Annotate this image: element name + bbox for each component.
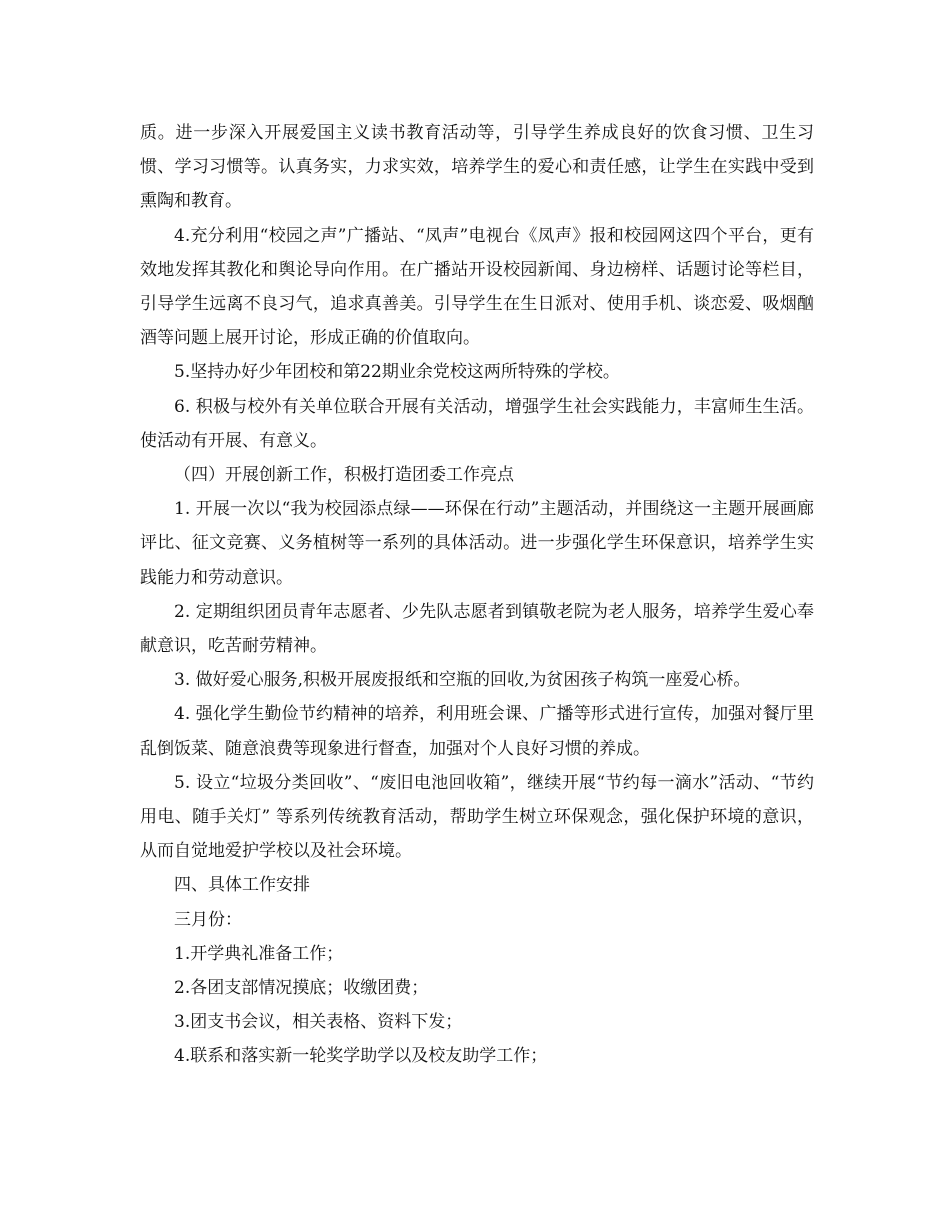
paragraph-item-5-schools: 5.坚持办好少年团校和第22期业余党校这两所特殊的学校。 <box>174 362 620 383</box>
section-heading-innovation: （四）开展创新工作，积极打造团委工作亮点 <box>174 465 514 486</box>
paragraph-item-4-platforms: 4.充分利用“校园之声”广播站、“凤声”电视台《凤声》报和校园网这四个平台，更有效地发挥其教化和舆论导向作用。在广播站开设校园新闻、身边榜样、话题讨论等栏目，引导学生远离不良习气，追求真善美。引导学生在生日派对、使用手机、谈恋爱、吸烟酗酒等问题上展开讨论，形成正确的价值取向。 <box>140 225 814 349</box>
section-heading-schedule: 四、具体工作安排 <box>174 875 310 896</box>
march-task-4: 4.联系和落实新一轮奖学助学以及校友助学工作； <box>174 1046 548 1067</box>
month-heading-march: 三月份： <box>174 909 242 930</box>
paragraph-item-6-cooperation: 6. 积极与校外有关单位联合开展有关活动，增强学生社会实践能力，丰富师生生活。使活动有开展、有意义。 <box>140 396 814 451</box>
march-task-3: 3.团支书会议，相关表格、资料下发； <box>174 1012 463 1033</box>
paragraph-innovation-item-2: 2. 定期组织团员青年志愿者、少先队志愿者到镇敬老院为老人服务，培养学生爱心奉献意识，吃苦耐劳精神。 <box>140 601 814 657</box>
march-task-2: 2.各团支部情况摸底；收缴团费； <box>174 978 429 999</box>
paragraph-innovation-item-5: 5. 设立“垃圾分类回收”、“废旧电池回收箱”，继续开展“节约每一滴水”活动、“节约用电、随手关灯” 等系列传统教育活动，帮助学生树立环保观念，强化保护环境的意识，从而自觉地爱护学校以及社会环境。 <box>140 772 814 862</box>
paragraph-innovation-item-4: 4. 强化学生勤俭节约精神的培养，利用班会课、广播等形式进行宣传，加强对餐厅里乱倒饭菜、随意浪费等现象进行督查，加强对个人良好习惯的养成。 <box>140 704 814 759</box>
paragraph-innovation-item-1: 1. 开展一次以“我为校园添点绿——环保在行动”主题活动，并围绕这一主题开展画廊评比、征文竞赛、义务植树等一系列的具体活动。进一步强化学生环保意识，培养学生实践能力和劳动意识。 <box>140 499 814 588</box>
march-task-1: 1.开学典礼准备工作； <box>174 943 344 964</box>
paragraph-continuation: 质。进一步深入开展爱国主义读书教育活动等，引导学生养成良好的饮食习惯、卫生习惯、学习习惯等。认真务实，力求实效，培养学生的爱心和责任感，让学生在实践中受到熏陶和教育。 <box>140 123 814 212</box>
paragraph-innovation-item-3: 3. 做好爱心服务,积极开展废报纸和空瓶的回收,为贫困孩子构筑一座爱心桥。 <box>174 670 751 691</box>
